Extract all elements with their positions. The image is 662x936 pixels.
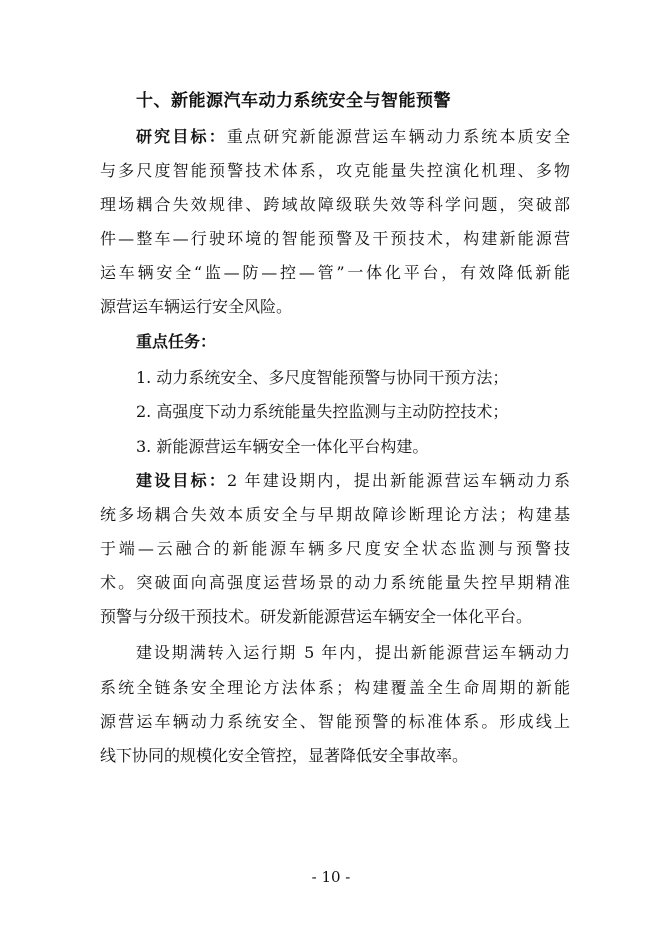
research-goal-text: 重点研究新能源营运车辆动力系统本质安全 xyxy=(226,127,570,146)
key-tasks-label: 重点任务： xyxy=(136,332,217,351)
construction-goal-line-5: 预警与分级干预技术。研发新能源营运车辆安全一体化平台。 xyxy=(100,607,533,626)
construction-goal-line-2: 统多场耦合失效本质安全与早期故障诊断理论方法；构建基 xyxy=(100,505,570,524)
research-goal-line-3: 理场耦合失效规律、跨域故障级联失效等科学问题，突破部 xyxy=(100,195,570,214)
research-goal-line-1 xyxy=(136,124,570,147)
key-task-item-1: 1. 动力系统安全、多尺度智能预警与协同干预方法； xyxy=(136,368,509,387)
research-goal-line-5: 运车辆安全“监—防—控—管”一体化平台，有效降低新能 xyxy=(100,263,570,282)
research-goal-line-4: 件—整车—行驶环境的智能预警及干预技术，构建新能源营 xyxy=(100,229,570,248)
operation-period-line-2: 系统全链条安全理论方法体系；构建覆盖全生命周期的新能 xyxy=(100,678,570,697)
operation-period-line-1: 建设期满转入运行期 5 年内，提出新能源营运车辆动力 xyxy=(136,643,570,662)
section-heading: 十、新能源汽车动力系统安全与智能预警 xyxy=(136,91,451,111)
research-goal-line-2: 与多尺度智能预警技术体系，攻克能量失控演化机理、多物 xyxy=(100,161,570,180)
construction-goal-line-4: 术。突破面向高强度运营场景的动力系统能量失控早期精准 xyxy=(100,573,570,592)
research-goal-line-6: 源营运车辆运行安全风险。 xyxy=(100,297,293,316)
construction-goal-line-3: 于端—云融合的新能源车辆多尺度安全状态监测与预警技 xyxy=(100,539,570,558)
page-number: - 10 - xyxy=(311,868,351,886)
key-task-item-3: 3. 新能源营运车辆安全一体化平台构建。 xyxy=(136,437,429,456)
construction-goal-text: 2 年建设期内，提出新能源营运车辆动力系 xyxy=(227,471,570,490)
construction-goal-line-1 xyxy=(136,468,570,491)
operation-period-line-4: 线下协同的规模化安全管控，显著降低安全事故率。 xyxy=(100,746,469,765)
construction-goal-label: 建设目标： xyxy=(136,471,228,490)
research-goal-label: 研究目标： xyxy=(136,127,227,146)
operation-period-line-3: 源营运车辆动力系统安全、智能预警的标准体系。形成线上 xyxy=(100,712,570,731)
key-task-item-2: 2. 高强度下动力系统能量失控监测与主动防控技术； xyxy=(136,402,509,421)
